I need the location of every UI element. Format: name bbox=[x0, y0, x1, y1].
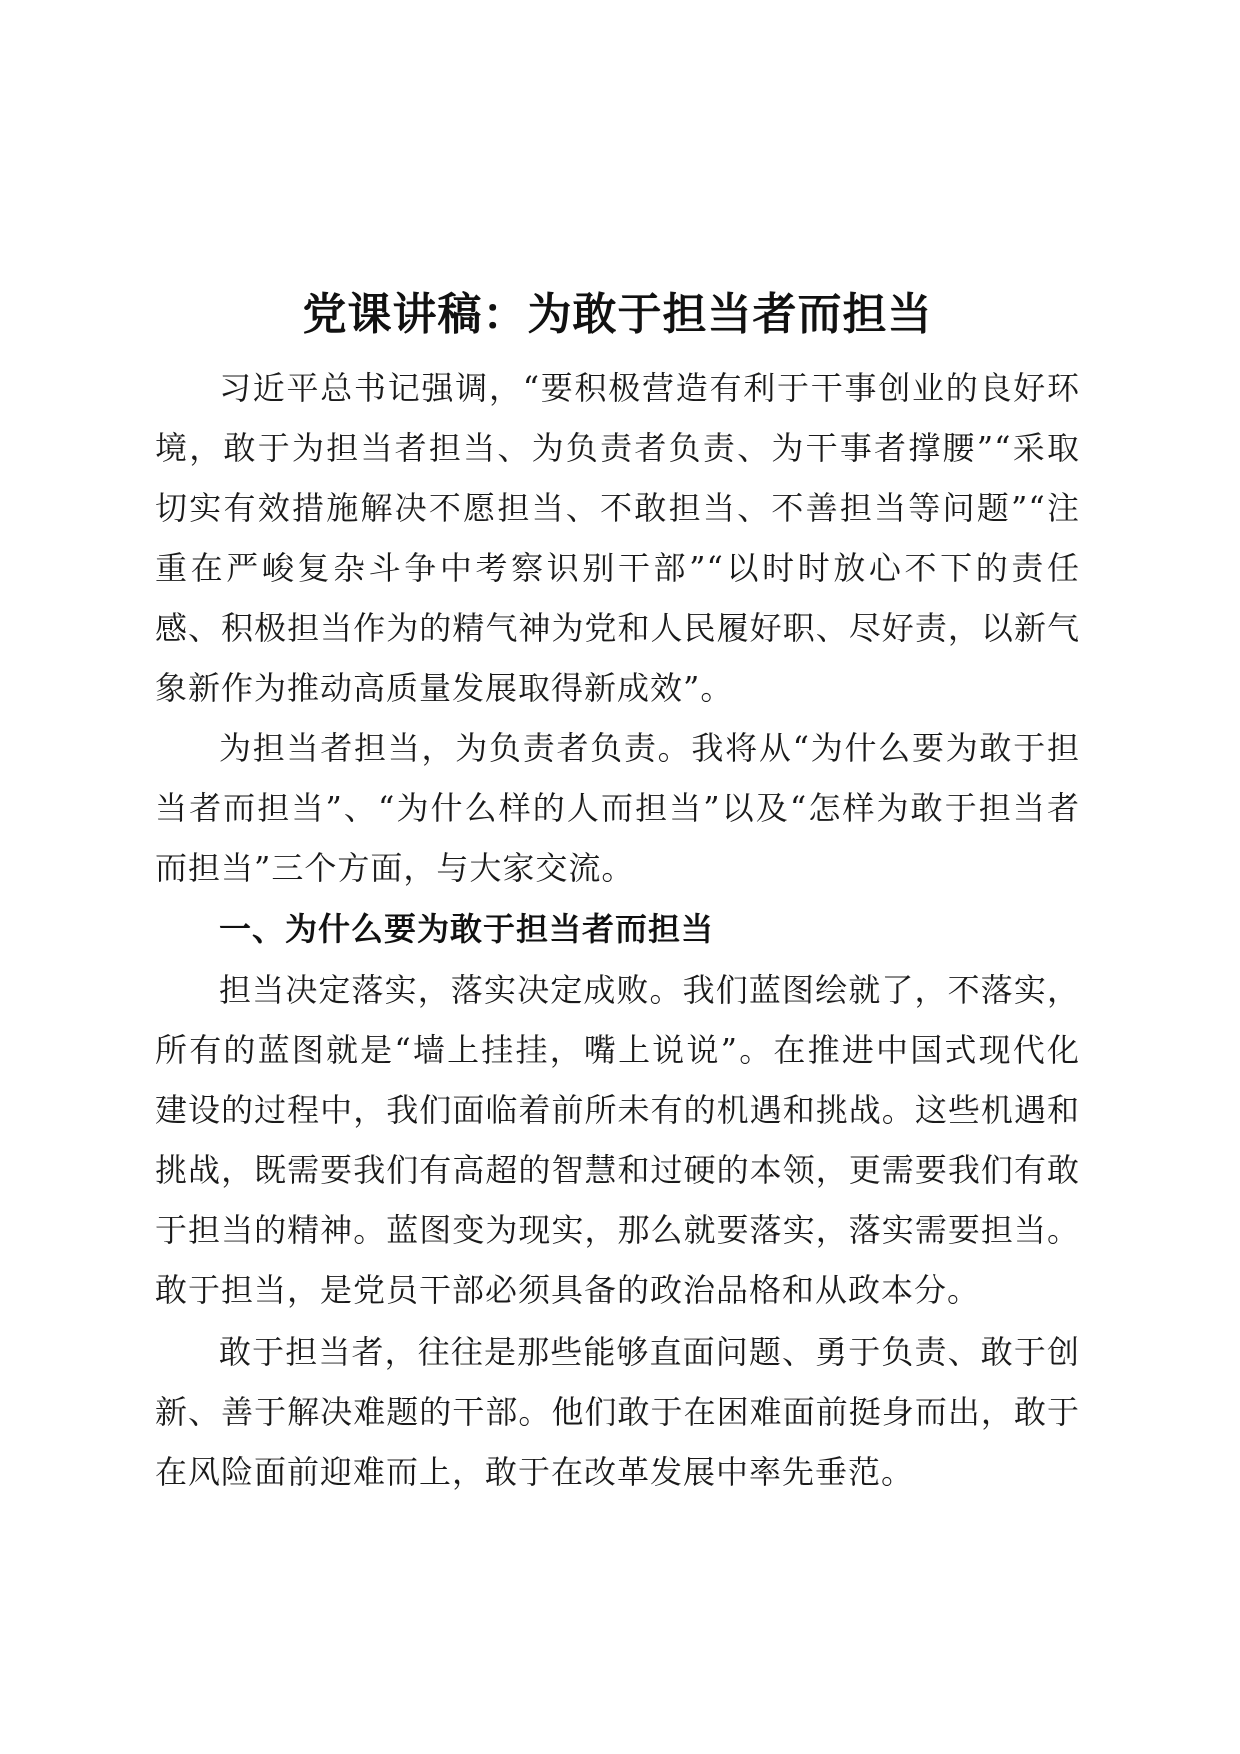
paragraph-section1-second: 敢于担当者，往往是那些能够直面问题、勇于负责、敢于创新、善于解决难题的干部。他们敢于在困难面前挺身而出，敢于在风险面前迎难而上，敢于在改革发展中率先垂范。 bbox=[155, 1333, 1080, 1491]
paragraph-intro-quote: 习近平总书记强调，“要积极营造有利于干事创业的良好环境，敢于为担当者担当、为负责者负责、为干事者撑腰”“采取切实有效措施解决不愿担当、不敢担当、不善担当等问题”“注重在严峻复杂斗争中考察识别干部”“以时时放心不下的责任感、积极担当作为的精气神为党和人民履好职、尽好责，以新气象新作为推动高质量发展取得新成效”。 bbox=[155, 369, 1080, 707]
paragraph-outline: 为担当者担当，为负责者负责。我将从“为什么要为敢于担当者而担当”、“为什么样的人而担当”以及“怎样为敢于担当者而担当”三个方面，与大家交流。 bbox=[155, 729, 1080, 887]
document-title: 党课讲稿：为敢于担当者而担当 bbox=[302, 289, 933, 340]
section-heading-1: 一、为什么要为敢于担当者而担当 bbox=[219, 910, 715, 948]
document-body bbox=[155, 280, 1080, 1502]
paragraph-section1-first: 担当决定落实，落实决定成败。我们蓝图绘就了，不落实，所有的蓝图就是“墙上挂挂，嘴上说说”。在推进中国式现代化建设的过程中，我们面临着前所未有的机遇和挑战。这些机遇和挑战，既需要我们有高超的智慧和过硬的本领，更需要我们有敢于担当的精神。蓝图变为现实，那么就要落实，落实需要担当。敢于担当，是党员干部必须具备的政治品格和从政本分。 bbox=[155, 971, 1080, 1309]
